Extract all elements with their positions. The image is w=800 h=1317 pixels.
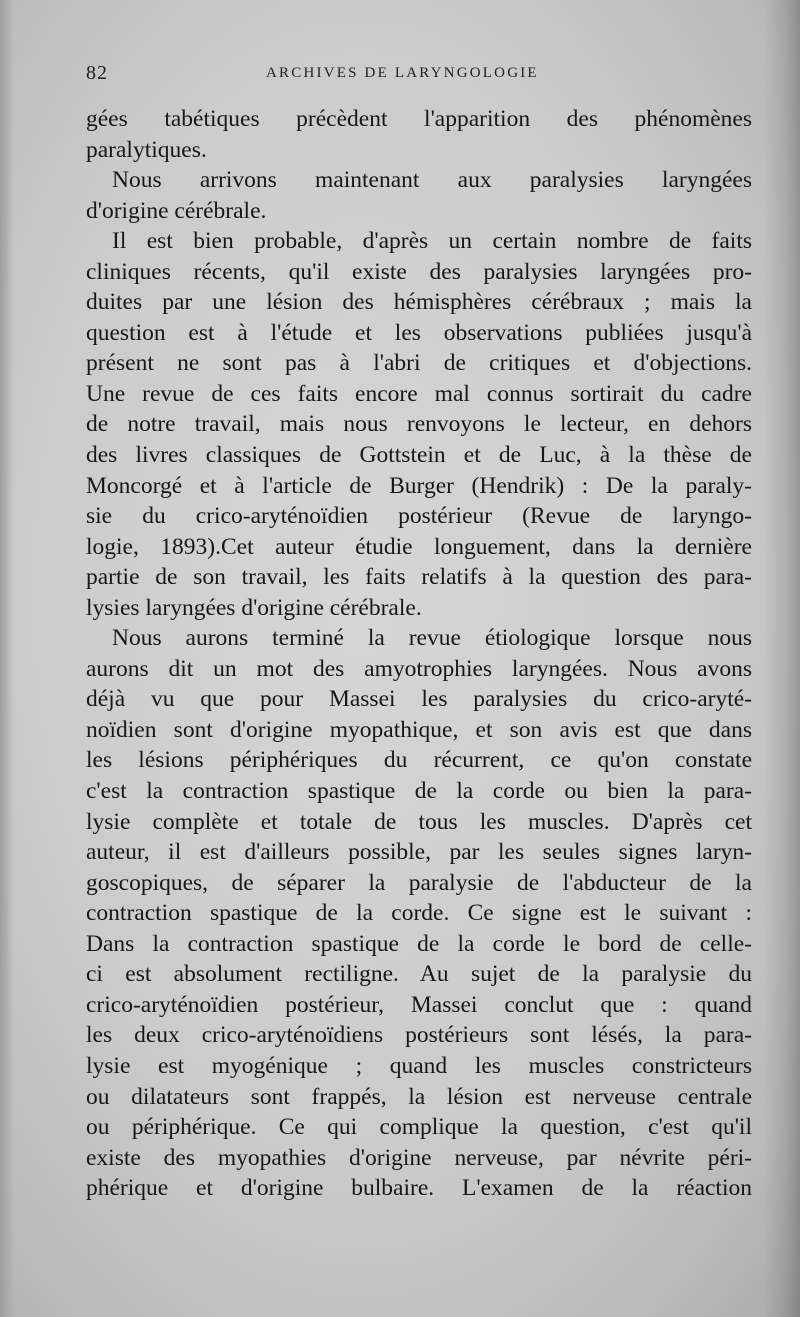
text-line: ou périphérique. Ce qui complique la question, c'est qu'il bbox=[86, 1114, 752, 1141]
text-line: les deux crico-aryténoïdiens postérieurs sont lésés, la para- bbox=[86, 1022, 752, 1049]
text-line: déjà vu que pour Massei les paralysies du crico-aryté- bbox=[86, 686, 752, 713]
text-line: cliniques récents, qu'il existe des paralysies laryngées pro- bbox=[86, 258, 752, 285]
text-line: Une revue de ces faits encore mal connus sortirait du cadre bbox=[86, 380, 752, 407]
text-line: logie, 1893).Cet auteur étudie longuement, dans la dernière bbox=[86, 533, 752, 560]
text-line: lysies laryngées d'origine cérébrale. bbox=[86, 594, 422, 621]
paragraph-first-line: Il est bien probable, d'après un certain nombre de faits bbox=[112, 228, 752, 255]
body-text bbox=[86, 104, 752, 1204]
text-line: sie du crico-aryténoïdien postérieur (Revue de laryngo- bbox=[86, 503, 752, 530]
text-line: de notre travail, mais nous renvoyons le lecteur, en dehors bbox=[86, 411, 752, 438]
text-line: Moncorgé et à l'article de Burger (Hendrik) : De la paraly- bbox=[86, 472, 752, 499]
text-line: gées tabétiques précèdent l'apparition des phénomènes bbox=[86, 106, 752, 132]
text-line: ci est absolument rectiligne. Au sujet de la paralysie du bbox=[86, 961, 752, 988]
text-line: paralytiques. bbox=[86, 136, 207, 163]
text-line: lysie complète et totale de tous les muscles. D'après cet bbox=[86, 808, 752, 835]
text-line: ou dilatateurs sont frappés, la lésion est nerveuse centrale bbox=[86, 1083, 752, 1110]
page-header bbox=[86, 62, 748, 88]
text-line: contraction spastique de la corde. Ce signe est le suivant : bbox=[86, 900, 752, 927]
text-line: lysie est myogénique ; quand les muscles constricteurs bbox=[86, 1052, 752, 1079]
page-left-edge bbox=[0, 0, 14, 1317]
text-line: Dans la contraction spastique de la corde le bord de celle- bbox=[86, 930, 752, 957]
binding-shadow bbox=[764, 0, 800, 1317]
text-line: phérique et d'origine bulbaire. L'examen de la réaction bbox=[86, 1175, 752, 1202]
text-line: les lésions périphériques du récurrent, ce qu'on constate bbox=[86, 747, 752, 774]
text-line: noïdien sont d'origine myopathique, et son avis est que dans bbox=[86, 716, 752, 743]
page-number: 82 bbox=[86, 62, 108, 84]
text-line: des livres classiques de Gottstein et de Luc, à la thèse de bbox=[86, 442, 752, 469]
text-line: existe des myopathies d'origine nerveuse, par névrite péri- bbox=[86, 1144, 752, 1171]
text-line: d'origine cérébrale. bbox=[86, 197, 267, 224]
text-line: duites par une lésion des hémisphères cérébraux ; mais la bbox=[86, 289, 752, 316]
text-line: auteur, il est d'ailleurs possible, par les seules signes laryn- bbox=[86, 839, 752, 866]
text-line: présent ne sont pas à l'abri de critiques et d'objections. bbox=[86, 350, 752, 377]
text-line: c'est la contraction spastique de la corde ou bien la para- bbox=[86, 778, 752, 805]
paragraph-first-line: Nous arrivons maintenant aux paralysies laryngées bbox=[112, 167, 752, 194]
running-head: ARCHIVES DE LARYNGOLOGIE bbox=[266, 65, 539, 81]
paragraph-first-line: Nous aurons terminé la revue étiologique lorsque nous bbox=[112, 625, 752, 652]
text-line: question est à l'étude et les observations publiées jusqu'à bbox=[86, 319, 752, 346]
text-line: aurons dit un mot des amyotrophies laryngées. Nous avons bbox=[86, 655, 752, 682]
text-line: partie de son travail, les faits relatifs à la question des para- bbox=[86, 564, 752, 591]
text-line: goscopiques, de séparer la paralysie de l'abducteur de la bbox=[86, 869, 752, 896]
text-line: crico-aryténoïdien postérieur, Massei conclut que : quand bbox=[86, 991, 752, 1018]
